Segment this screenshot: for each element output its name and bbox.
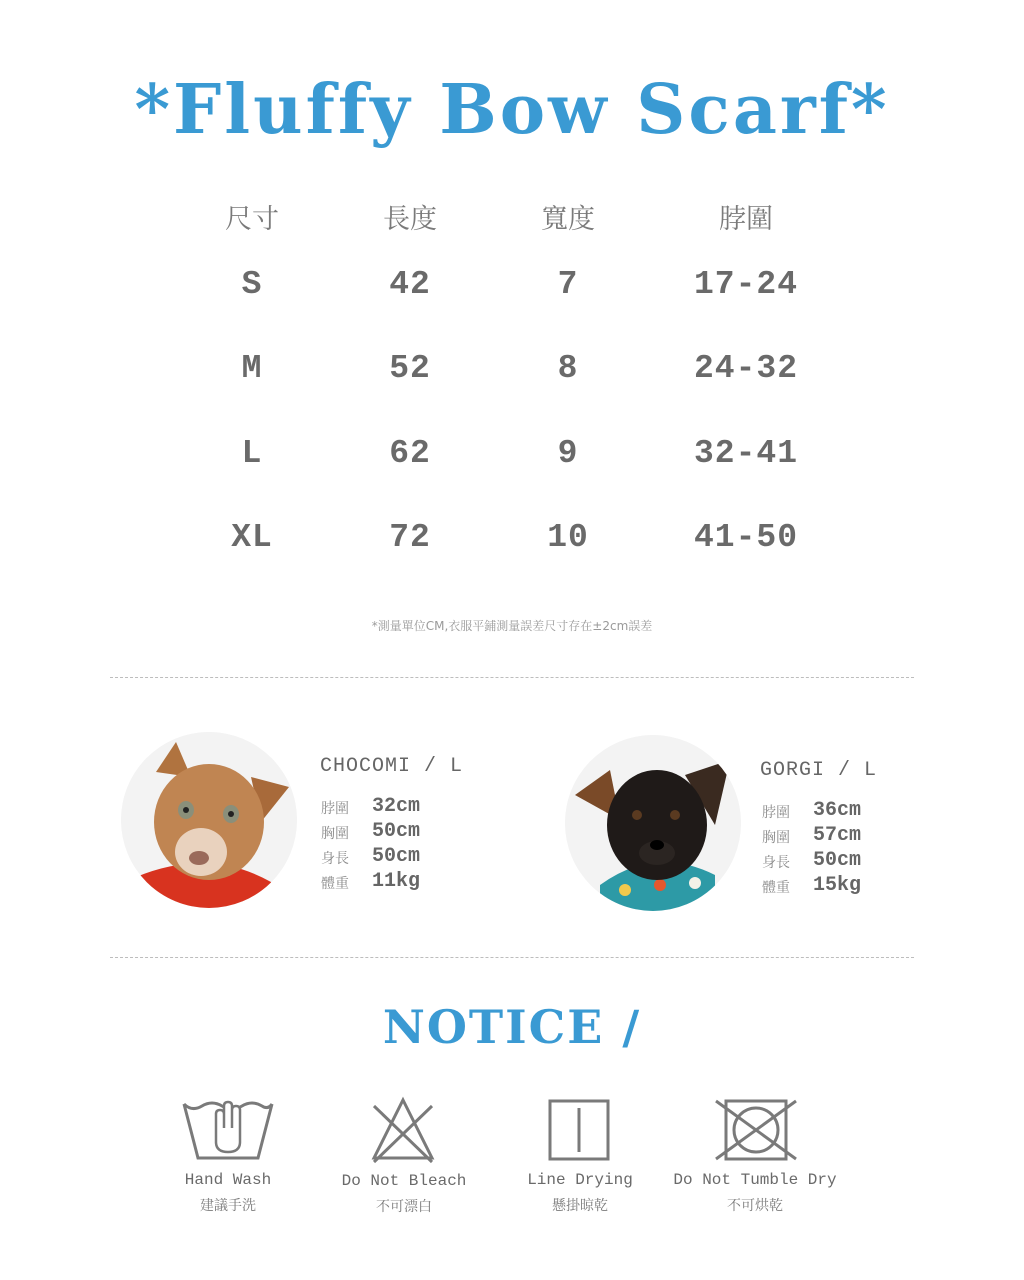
width-cell: 7 xyxy=(557,266,579,303)
stat-label: 體重 xyxy=(762,880,790,896)
stat-value: 15kg xyxy=(813,874,862,897)
size-cell: L xyxy=(241,435,263,472)
header-width: 寬度 xyxy=(541,204,595,235)
stat-label: 脖圍 xyxy=(762,805,790,821)
length-cell: 52 xyxy=(389,350,431,387)
header-size: 尺寸 xyxy=(225,204,279,235)
gorgi-photo xyxy=(565,735,741,911)
line-drying-icon xyxy=(547,1098,611,1162)
care-label-en: Line Drying xyxy=(527,1171,633,1189)
stat-value: 32cm xyxy=(372,795,421,818)
stat-value: 11kg xyxy=(372,870,421,893)
size-chart-table xyxy=(0,0,1024,600)
header-neck: 脖圍 xyxy=(719,204,773,235)
neck-cell: 17-24 xyxy=(693,266,799,303)
size-cell: XL xyxy=(231,519,273,556)
stat-value: 50cm xyxy=(813,849,862,872)
length-cell: 62 xyxy=(389,435,431,472)
neck-cell: 24-32 xyxy=(693,350,799,387)
stat-label: 脖圍 xyxy=(321,801,349,817)
pet-name-gorgi: GORGI / L xyxy=(760,759,878,782)
width-cell: 10 xyxy=(547,519,589,556)
length-cell: 42 xyxy=(389,266,431,303)
header-length: 長度 xyxy=(383,204,437,235)
length-cell: 72 xyxy=(389,519,431,556)
care-label-en: Do Not Tumble Dry xyxy=(673,1171,837,1189)
neck-cell: 41-50 xyxy=(693,519,799,556)
measurement-footnote: *測量單位CM,衣服平鋪測量誤差尺寸存在±2cm誤差 xyxy=(371,619,653,633)
stat-value: 50cm xyxy=(372,820,421,843)
notice-heading: NOTICE / xyxy=(382,1000,642,1054)
care-label-zh: 不可烘乾 xyxy=(727,1198,783,1214)
stat-label: 胸圍 xyxy=(762,830,790,846)
care-label-en: Hand Wash xyxy=(184,1171,272,1189)
care-label-zh: 建議手洗 xyxy=(200,1198,256,1214)
stat-value: 36cm xyxy=(813,799,862,822)
size-cell: M xyxy=(241,350,263,387)
stat-label: 身長 xyxy=(321,851,349,867)
stat-value: 50cm xyxy=(372,845,421,868)
chocomi-photo xyxy=(121,732,297,908)
stat-label: 體重 xyxy=(321,876,349,892)
care-label-zh: 不可漂白 xyxy=(376,1199,432,1215)
do-not-tumble-dry-icon xyxy=(714,1097,798,1163)
pet-name-chocomi: CHOCOMI / L xyxy=(320,755,464,778)
care-label-zh: 懸掛晾乾 xyxy=(552,1198,608,1214)
care-label-en: Do Not Bleach xyxy=(341,1172,467,1190)
divider xyxy=(110,957,914,958)
stat-value: 57cm xyxy=(813,824,862,847)
size-cell: S xyxy=(241,266,263,303)
hand-wash-icon xyxy=(180,1098,276,1162)
width-cell: 8 xyxy=(557,350,579,387)
do-not-bleach-icon xyxy=(370,1096,436,1164)
stat-label: 胸圍 xyxy=(321,826,349,842)
neck-cell: 32-41 xyxy=(693,435,799,472)
stat-label: 身長 xyxy=(762,855,790,871)
page-title: *Fluffy Bow Scarf* xyxy=(134,70,890,150)
width-cell: 9 xyxy=(557,435,579,472)
divider xyxy=(110,677,914,678)
